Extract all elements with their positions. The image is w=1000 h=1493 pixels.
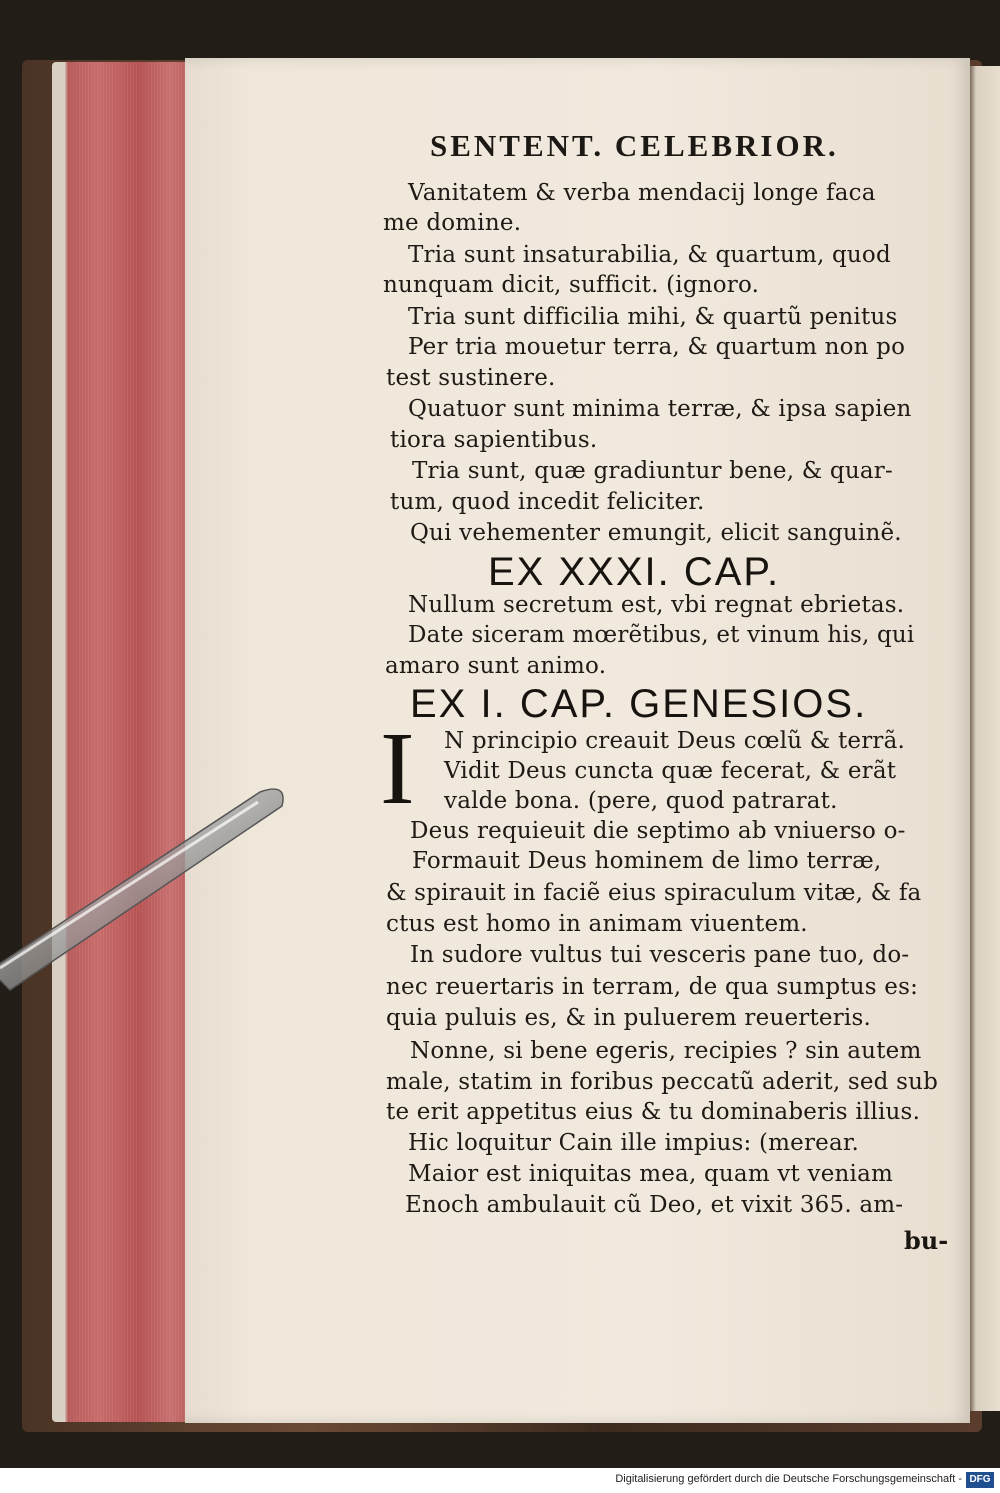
glass-pointer-icon bbox=[0, 780, 300, 1000]
text-line: Tria sunt, quæ gradiuntur bene, & quar- bbox=[412, 458, 893, 484]
text-line: male, statim in foribus peccatũ aderit, sed sub bbox=[386, 1069, 939, 1095]
chapter-heading: EX XXXI. CAP. bbox=[488, 550, 781, 594]
funding-credit: Digitalisierung gefördert durch die Deutsche Forschungsgemeinschaft - bbox=[615, 1473, 962, 1485]
text-line: Vanitatem & verba mendacij longe faca bbox=[408, 180, 876, 206]
text-line: Qui vehementer emungit, elicit sanguinẽ. bbox=[410, 520, 902, 546]
text-line: Formauit Deus hominem de limo terræ, bbox=[412, 848, 882, 874]
text-line: quia puluis es, & in puluerem reuerteris. bbox=[386, 1005, 871, 1031]
text-line: nunquam dicit, sufficit. (ignoro. bbox=[383, 272, 760, 298]
text-line: Vidit Deus cuncta quæ fecerat, & erãt bbox=[444, 758, 897, 784]
text-line: Nullum secretum est, vbi regnat ebrietas. bbox=[408, 592, 905, 618]
text-line: Nonne, si bene egeris, recipies ? sin autem bbox=[410, 1038, 922, 1064]
text-line: In sudore vultus tui vesceris pane tuo, do- bbox=[410, 942, 910, 968]
text-line: Date siceram mœrẽtibus, et vinum his, qui bbox=[408, 622, 915, 648]
text-line: Tria sunt difficilia mihi, & quartũ penitus bbox=[408, 304, 898, 330]
drop-capital: I bbox=[380, 711, 415, 826]
text-line: Maior est iniquitas mea, quam vt veniam bbox=[408, 1161, 893, 1187]
text-line: Tria sunt insaturabilia, & quartum, quod bbox=[408, 242, 891, 268]
text-line: tiora sapientibus. bbox=[390, 427, 598, 453]
running-head: SENTENT. CELEBRIOR. bbox=[430, 128, 839, 163]
dfg-logo: DFG bbox=[966, 1472, 994, 1488]
text-line: Deus requieuit die septimo ab vniuerso o- bbox=[410, 818, 906, 844]
chapter-heading: EX I. CAP. GENESIOS. bbox=[410, 682, 868, 726]
text-line: amaro sunt animo. bbox=[385, 653, 607, 679]
footer-bar bbox=[0, 1468, 1000, 1493]
catchword: bu- bbox=[904, 1226, 949, 1255]
text-line: nec reuertaris in terram, de qua sumptus es: bbox=[386, 974, 919, 1000]
text-line: me domine. bbox=[383, 210, 522, 236]
text-line: valde bona. (pere, quod patrarat. bbox=[444, 788, 838, 814]
text-line: Hic loquitur Cain ille impius: (merear. bbox=[408, 1130, 860, 1156]
text-line: Per tria mouetur terra, & quartum non po bbox=[408, 334, 906, 360]
text-line: test sustinere. bbox=[386, 365, 556, 391]
text-line: & spirauit in faciẽ eius spiraculum vitæ, & fa bbox=[386, 880, 922, 906]
text-line: N principio creauit Deus cœlũ & terrã. bbox=[444, 728, 906, 754]
text-line: ctus est homo in animam viuentem. bbox=[386, 911, 808, 937]
text-line: tum, quod incedit feliciter. bbox=[390, 489, 705, 515]
text-line: Quatuor sunt minima terræ, & ipsa sapien bbox=[408, 396, 912, 422]
facing-page-edge bbox=[968, 66, 1000, 1411]
text-line: te erit appetitus eius & tu dominaberis illius. bbox=[386, 1099, 921, 1125]
text-line: Enoch ambulauit cũ Deo, et vixit 365. am- bbox=[405, 1192, 904, 1218]
